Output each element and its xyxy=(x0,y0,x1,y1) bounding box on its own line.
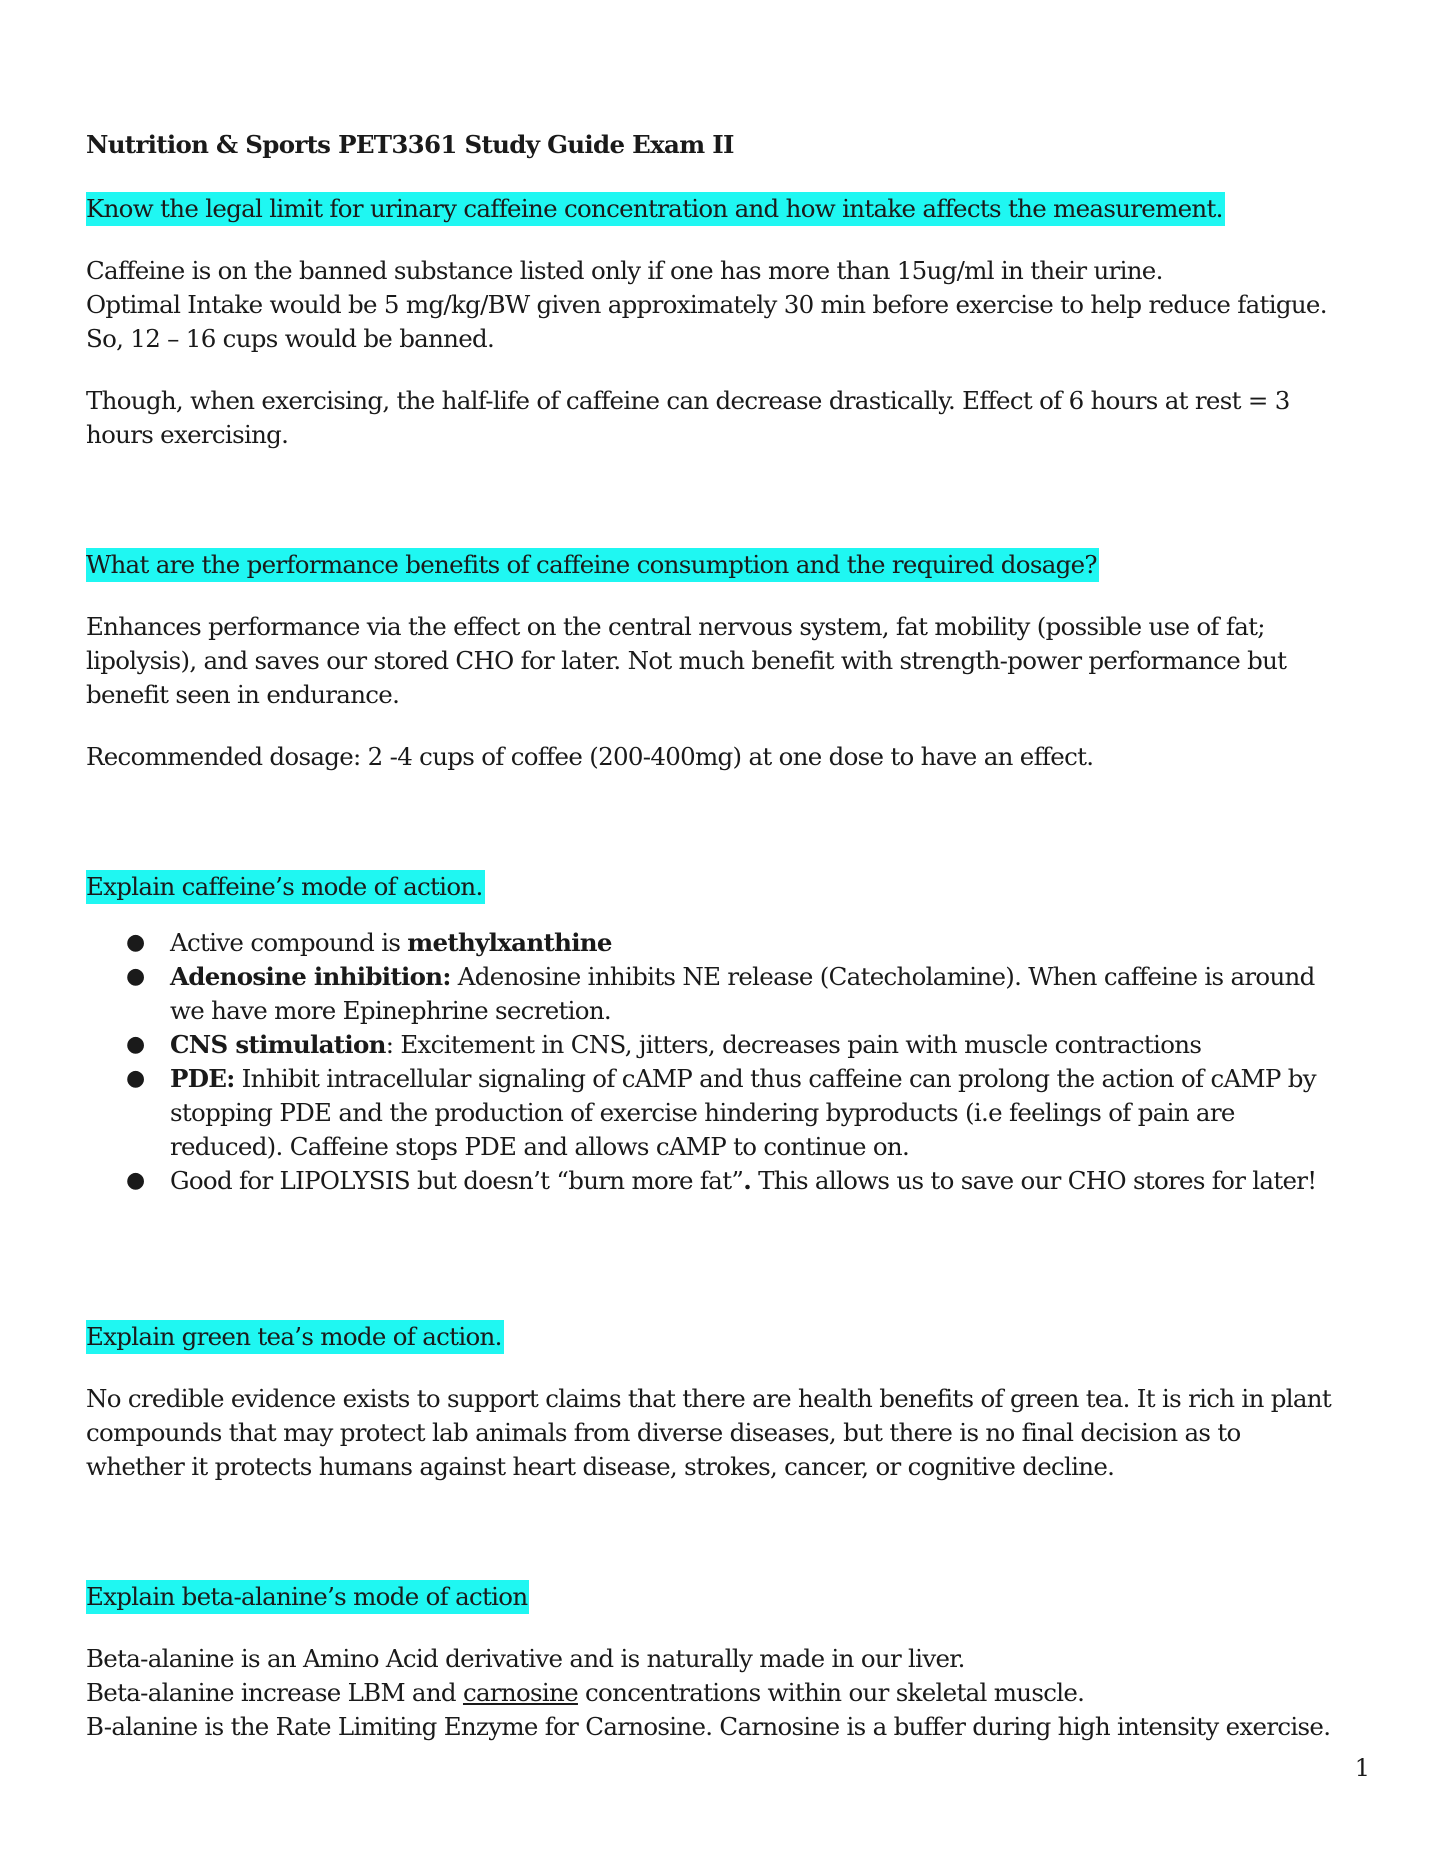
bullet-icon: ● xyxy=(126,1032,145,1057)
question-heading xyxy=(86,192,1376,226)
text-line: Caffeine is on the banned substance listed only if one has more than 15ug/ml in their urine. xyxy=(86,256,1163,285)
text-line: So, 12 – 16 cups would be banned. xyxy=(86,324,495,353)
text-line: Though, when exercising, the half-life of caffeine can decrease drastically. Effect of 6 hours at rest = 3 xyxy=(86,386,1290,415)
bullet-icon: ● xyxy=(126,930,145,955)
text-line: Optimal Intake would be 5 mg/kg/BW given approximately 30 min before exercise to help reduce fatigue. xyxy=(86,290,1327,319)
dosage-line: Recommended dosage: 2 -4 cups of coffee (200-400mg) at one dose to have an effect. xyxy=(86,742,1094,771)
bullet-icon: ● xyxy=(126,964,145,989)
bullet-item: ● Active compound is methylxanthine xyxy=(170,926,1376,960)
bullet-item: ● Adenosine inhibition: Adenosine inhibits NE release (Catecholamine). When caffeine is around we have more Epinephrine secretion. xyxy=(126,962,1315,1025)
page-number: 1 xyxy=(1354,1754,1370,1782)
text-line: lipolysis), and saves our stored CHO for later. Not much benefit with strength-power performance but xyxy=(86,646,1287,675)
text-line: Beta-alanine is an Amino Acid derivative and is naturally made in our liver. xyxy=(86,1644,965,1673)
underlined-term: carnosine xyxy=(462,1678,578,1707)
bullet-item: ● Good for LIPOLYSIS but doesn’t “burn more fat”. This allows us to save our CHO stores for later! xyxy=(170,1164,1376,1198)
bullet-icon: ● xyxy=(126,1066,145,1091)
text-line: compounds that may protect lab animals from diverse diseases, but there is no final decision as to xyxy=(86,1418,1241,1447)
text-line: Enhances performance via the effect on the central nervous system, fat mobility (possible use of fat; xyxy=(86,612,1265,641)
question-heading xyxy=(86,548,1376,582)
answer-paragraph xyxy=(86,254,1376,356)
text-line: Beta-alanine increase LBM and carnosine concentrations within our skeletal muscle. xyxy=(86,1678,1085,1707)
highlighted-question: Know the legal limit for urinary caffeine concentration and how intake affects the measurement. xyxy=(86,192,1225,226)
highlighted-question: Explain caffeine’s mode of action. xyxy=(86,870,485,904)
highlighted-question: Explain beta-alanine’s mode of action xyxy=(86,1580,529,1614)
question-heading xyxy=(86,870,1376,904)
text-line: whether it protects humans against heart disease, strokes, cancer, or cognitive decline. xyxy=(86,1452,1115,1481)
bullet-list xyxy=(86,926,1376,1198)
bullet-item: ● CNS stimulation: Excitement in CNS, jitters, decreases pain with muscle contractions xyxy=(170,1028,1376,1062)
text-line: hours exercising. xyxy=(86,420,289,449)
question-heading xyxy=(86,1320,1376,1354)
answer-paragraph xyxy=(86,610,1376,712)
text-line: B-alanine is the Rate Limiting Enzyme for Carnosine. Carnosine is a buffer during high intensity exercise. xyxy=(86,1712,1331,1741)
highlighted-question: Explain green tea’s mode of action. xyxy=(86,1320,504,1354)
highlighted-question: What are the performance benefits of caffeine consumption and the required dosage? xyxy=(86,548,1099,582)
document-page xyxy=(86,128,1376,1744)
text-line: No credible evidence exists to support claims that there are health benefits of green tea. It is rich in plant xyxy=(86,1384,1331,1413)
answer-paragraph xyxy=(86,384,1376,452)
document-title: Nutrition & Sports PET3361 Study Guide Exam II xyxy=(86,130,734,159)
question-heading xyxy=(86,1580,1376,1614)
answer-paragraph xyxy=(86,1382,1376,1484)
text-line: benefit seen in endurance. xyxy=(86,680,400,709)
bullet-item: ● PDE: Inhibit intracellular signaling of cAMP and thus caffeine can prolong the action of cAMP by stopping PDE and the production of exercise hindering byproducts (i.e feelings of pain are reduced). Caffeine stops PDE and allows cAMP to continue on. xyxy=(126,1064,1316,1161)
answer-paragraph xyxy=(86,1642,1376,1744)
bullet-icon: ● xyxy=(126,1168,145,1193)
